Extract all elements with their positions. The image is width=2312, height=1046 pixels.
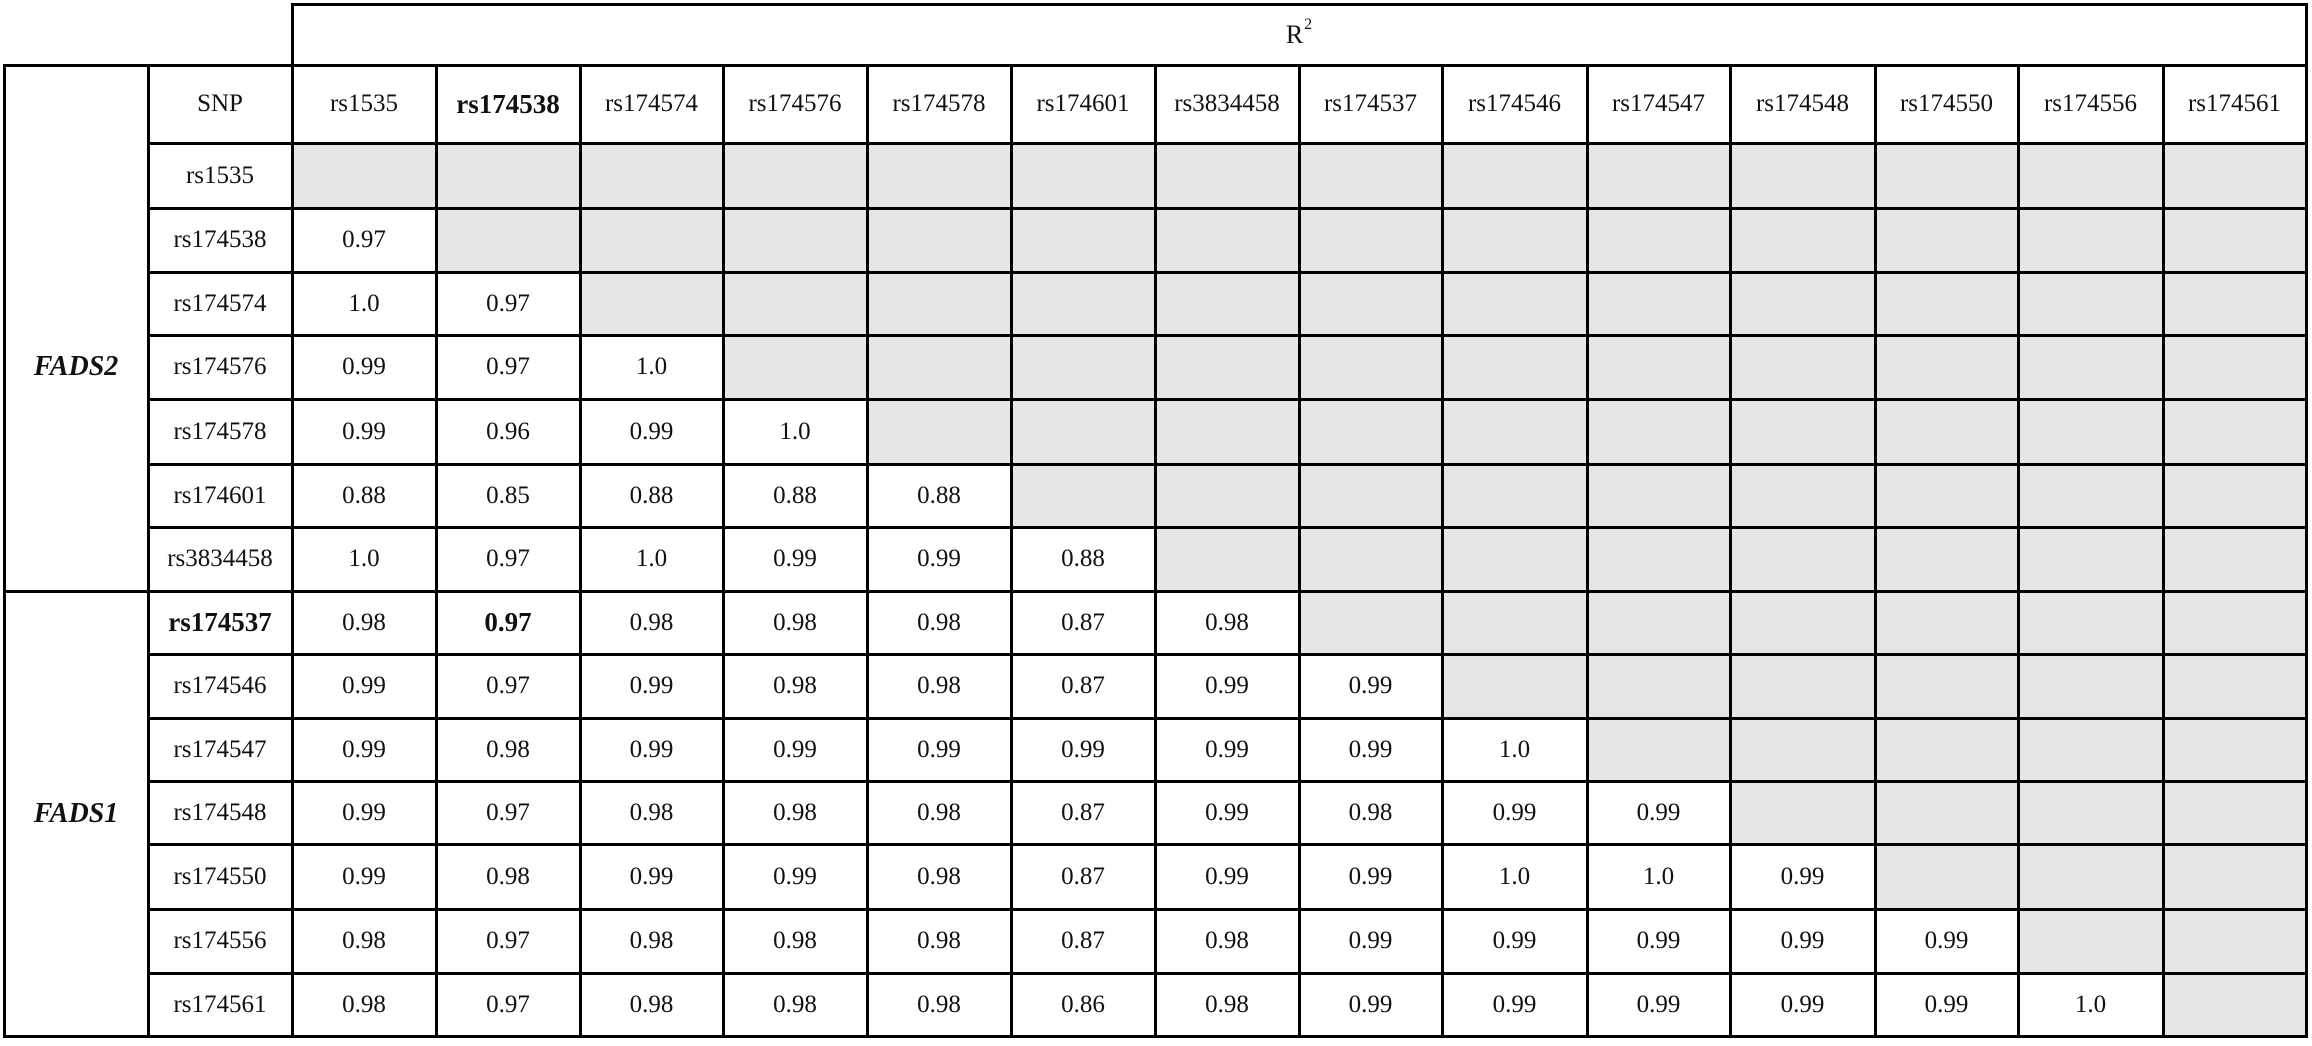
empty-cell bbox=[1730, 718, 1875, 781]
empty-cell bbox=[580, 208, 723, 272]
row-label-rs174548: rs174548 bbox=[173, 798, 267, 826]
row-label-rs1535: rs1535 bbox=[185, 161, 255, 189]
empty-cell bbox=[1442, 654, 1587, 718]
empty-cell bbox=[1011, 208, 1155, 272]
r2-value-cell: 0.98 bbox=[917, 798, 961, 826]
r2-value-cell: 0.99 bbox=[629, 672, 674, 699]
grid-line bbox=[722, 64, 725, 1038]
empty-cell bbox=[1299, 527, 1442, 591]
r2-value-cell: 0.99 bbox=[342, 353, 386, 380]
r2-value-cell: 0.98 bbox=[342, 990, 386, 1018]
r2-value-cell: 0.97 bbox=[486, 927, 530, 954]
empty-cell bbox=[2018, 143, 2163, 208]
empty-cell bbox=[580, 143, 723, 208]
r2-value-cell: 0.99 bbox=[1492, 990, 1537, 1018]
r2-value-cell: 0.99 bbox=[629, 417, 674, 445]
empty-cell bbox=[1299, 335, 1442, 399]
grid-line bbox=[1586, 64, 1589, 1038]
empty-cell bbox=[2163, 844, 2306, 909]
r2-value-cell: 0.99 bbox=[1061, 735, 1105, 763]
empty-cell bbox=[1587, 143, 1730, 208]
grid-line bbox=[147, 334, 2308, 337]
r2-value-cell: 0.97 bbox=[484, 607, 532, 637]
r2-value-cell: 0.98 bbox=[773, 672, 817, 699]
column-header-rs174537: rs174537 bbox=[1323, 90, 1418, 117]
empty-cell bbox=[1442, 591, 1587, 654]
empty-cell bbox=[2018, 208, 2163, 272]
r2-value-cell: 0.99 bbox=[1205, 672, 1249, 699]
empty-cell bbox=[1875, 335, 2018, 399]
r2-value-cell: 0.98 bbox=[1348, 798, 1393, 826]
outer-left-border bbox=[3, 64, 6, 1038]
r2-value-cell: 0.98 bbox=[629, 608, 674, 636]
grid-line bbox=[1441, 64, 1444, 1038]
empty-cell bbox=[1442, 399, 1587, 464]
r2-value-cell: 0.99 bbox=[773, 545, 817, 572]
r2-value-cell: 0.98 bbox=[1205, 927, 1249, 954]
column-header-rs1535: rs1535 bbox=[329, 90, 399, 117]
r2-value-cell: 0.98 bbox=[917, 608, 961, 636]
empty-cell bbox=[723, 335, 867, 399]
row-label-rs3834458: rs3834458 bbox=[167, 545, 273, 572]
r2-value-cell: 0.99 bbox=[629, 862, 674, 890]
empty-cell bbox=[1730, 399, 1875, 464]
r2-value-cell: 0.99 bbox=[1348, 735, 1393, 763]
empty-cell bbox=[2163, 208, 2306, 272]
grid-line bbox=[147, 142, 2308, 145]
empty-cell bbox=[1011, 399, 1155, 464]
r2-value-cell: 0.98 bbox=[773, 608, 817, 636]
r2-value-cell: 0.88 bbox=[629, 481, 674, 509]
grid-line bbox=[147, 653, 2308, 656]
r2-value-cell: 0.98 bbox=[629, 927, 674, 954]
row-label-rs174561: rs174561 bbox=[173, 990, 267, 1018]
row-label-rs174538: rs174538 bbox=[173, 226, 267, 253]
empty-cell bbox=[2018, 527, 2163, 591]
r2-value-cell: 0.99 bbox=[1636, 927, 1681, 954]
r2-value-cell: 0.87 bbox=[1061, 927, 1105, 954]
empty-cell bbox=[1875, 208, 2018, 272]
empty-cell bbox=[1730, 781, 1875, 844]
empty-cell bbox=[2163, 591, 2306, 654]
grid-line bbox=[147, 780, 2308, 783]
r2-value-cell: 0.87 bbox=[1061, 862, 1105, 890]
r2-value-cell: 0.97 bbox=[486, 353, 530, 380]
column-header-rs174578: rs174578 bbox=[892, 90, 986, 117]
r2-value-cell: 0.99 bbox=[1205, 735, 1249, 763]
empty-cell bbox=[580, 272, 723, 335]
r2-value-cell: 0.99 bbox=[1492, 798, 1537, 826]
empty-cell bbox=[723, 208, 867, 272]
column-header-rs174546: rs174546 bbox=[1467, 90, 1562, 117]
empty-cell bbox=[1875, 718, 2018, 781]
grid-line bbox=[147, 908, 2308, 911]
empty-cell bbox=[1155, 464, 1299, 527]
empty-cell bbox=[1587, 718, 1730, 781]
r2-value-cell: 1.0 bbox=[1498, 735, 1531, 763]
r2-value-cell: 0.98 bbox=[342, 927, 386, 954]
empty-cell bbox=[2163, 973, 2306, 1036]
r2-value-cell: 0.98 bbox=[773, 927, 817, 954]
empty-cell bbox=[1442, 143, 1587, 208]
r2-value-cell: 0.99 bbox=[1780, 990, 1825, 1018]
grid-line bbox=[147, 972, 2308, 975]
r2-value-cell: 0.99 bbox=[1348, 927, 1393, 954]
grid-line bbox=[147, 843, 2308, 846]
empty-cell bbox=[2163, 143, 2306, 208]
r2-value-cell: 0.98 bbox=[917, 990, 961, 1018]
r2-value-cell: 0.99 bbox=[773, 862, 817, 890]
empty-cell bbox=[1730, 527, 1875, 591]
empty-cell bbox=[1587, 464, 1730, 527]
r2-value-cell: 0.98 bbox=[629, 798, 674, 826]
column-header-rs174556: rs174556 bbox=[2043, 90, 2138, 117]
header-top-border bbox=[291, 3, 2308, 6]
r2-value-cell: 0.98 bbox=[629, 990, 674, 1018]
empty-cell bbox=[723, 272, 867, 335]
grid-line bbox=[2162, 64, 2165, 1038]
r2-value-cell: 0.98 bbox=[917, 672, 961, 699]
gene-label-fads2: FADS2 bbox=[33, 351, 119, 382]
r2-value-cell: 0.99 bbox=[773, 735, 817, 763]
empty-cell bbox=[2163, 654, 2306, 718]
column-header-rs174538: rs174538 bbox=[456, 88, 560, 119]
empty-cell bbox=[1875, 143, 2018, 208]
empty-cell bbox=[867, 399, 1011, 464]
r2-value-cell: 0.87 bbox=[1061, 798, 1105, 826]
r2-value-cell: 0.98 bbox=[917, 927, 961, 954]
row-label-rs174576: rs174576 bbox=[173, 353, 267, 380]
r2-value-cell: 0.99 bbox=[629, 735, 674, 763]
empty-cell bbox=[1299, 143, 1442, 208]
empty-cell bbox=[1587, 654, 1730, 718]
r2-value-cell: 1.0 bbox=[348, 545, 380, 572]
r2-value-cell: 0.99 bbox=[342, 672, 386, 699]
empty-cell bbox=[867, 143, 1011, 208]
r2-value-cell: 1.0 bbox=[635, 545, 668, 572]
empty-cell bbox=[1011, 143, 1155, 208]
empty-cell bbox=[1875, 527, 2018, 591]
empty-cell bbox=[2018, 654, 2163, 718]
r2-value-cell: 0.97 bbox=[486, 990, 530, 1018]
empty-cell bbox=[1587, 591, 1730, 654]
r2-value-cell: 0.99 bbox=[1348, 990, 1393, 1018]
empty-cell bbox=[2163, 781, 2306, 844]
r2-value-cell: 0.97 bbox=[486, 798, 530, 826]
empty-cell bbox=[1875, 272, 2018, 335]
empty-cell bbox=[1875, 781, 2018, 844]
empty-cell bbox=[1875, 591, 2018, 654]
empty-cell bbox=[867, 272, 1011, 335]
r2-value-cell: 0.99 bbox=[1780, 862, 1825, 890]
empty-cell bbox=[867, 335, 1011, 399]
empty-cell bbox=[2018, 718, 2163, 781]
r2-value-cell: 0.99 bbox=[1205, 862, 1249, 890]
empty-cell bbox=[1730, 272, 1875, 335]
empty-cell bbox=[2018, 272, 2163, 335]
empty-cell bbox=[1155, 527, 1299, 591]
empty-cell bbox=[1299, 591, 1442, 654]
grid-line bbox=[435, 64, 438, 1038]
grid-line bbox=[147, 64, 150, 1038]
row-label-rs174578: rs174578 bbox=[173, 417, 267, 445]
column-header-rs174601: rs174601 bbox=[1036, 90, 1130, 117]
empty-cell bbox=[1155, 399, 1299, 464]
r2-value-cell: 0.98 bbox=[486, 735, 530, 763]
empty-cell bbox=[1587, 208, 1730, 272]
grid-line bbox=[579, 64, 582, 1038]
r2-value-cell: 0.88 bbox=[342, 481, 386, 509]
empty-cell bbox=[2163, 527, 2306, 591]
empty-cell bbox=[1011, 272, 1155, 335]
r2-value-cell: 1.0 bbox=[779, 417, 811, 445]
empty-cell bbox=[1442, 208, 1587, 272]
r2-value-cell: 0.97 bbox=[486, 289, 530, 317]
grid-line bbox=[147, 398, 2308, 401]
r2-value-cell: 0.96 bbox=[486, 417, 530, 445]
empty-cell bbox=[1442, 272, 1587, 335]
empty-cell bbox=[1587, 399, 1730, 464]
r2-value-cell: 1.0 bbox=[635, 353, 668, 380]
r2-value-cell: 1.0 bbox=[2074, 990, 2107, 1018]
r2-value-cell: 0.99 bbox=[1348, 862, 1393, 890]
empty-cell bbox=[2018, 844, 2163, 909]
r2-value-cell: 0.98 bbox=[773, 990, 817, 1018]
empty-cell bbox=[1730, 143, 1875, 208]
r2-value-cell: 0.97 bbox=[342, 226, 386, 253]
r2-value-cell: 0.99 bbox=[1636, 990, 1681, 1018]
row-label-rs174537: rs174537 bbox=[168, 607, 272, 637]
empty-cell bbox=[723, 143, 867, 208]
empty-cell bbox=[1155, 272, 1299, 335]
grid-line bbox=[1729, 64, 1732, 1038]
empty-cell bbox=[1875, 464, 2018, 527]
row-label-rs174547: rs174547 bbox=[173, 735, 267, 763]
r2-value-cell: 0.98 bbox=[917, 862, 961, 890]
row-label-rs174556: rs174556 bbox=[173, 927, 267, 954]
empty-cell bbox=[1442, 527, 1587, 591]
empty-cell bbox=[867, 208, 1011, 272]
outer-right-border bbox=[2305, 3, 2308, 1038]
r2-value-cell: 0.88 bbox=[773, 481, 817, 509]
empty-cell bbox=[1587, 335, 1730, 399]
gene-label-fads1: FADS1 bbox=[33, 797, 119, 829]
empty-cell bbox=[1875, 399, 2018, 464]
empty-cell bbox=[2018, 781, 2163, 844]
r2-value-cell: 0.85 bbox=[486, 481, 530, 509]
r2-value-cell: 0.99 bbox=[1205, 798, 1249, 826]
empty-cell bbox=[1442, 464, 1587, 527]
r2-value-cell: 0.87 bbox=[1061, 608, 1105, 636]
empty-cell bbox=[1730, 591, 1875, 654]
column-header-rs174561: rs174561 bbox=[2187, 90, 2282, 117]
empty-cell bbox=[2163, 718, 2306, 781]
grid-line bbox=[147, 463, 2308, 466]
r2-header-superscript: 2 bbox=[1304, 15, 1313, 33]
row-label-rs174601: rs174601 bbox=[173, 481, 267, 509]
empty-cell bbox=[1587, 272, 1730, 335]
empty-cell bbox=[2018, 591, 2163, 654]
empty-cell bbox=[1442, 335, 1587, 399]
column-header-rs174548: rs174548 bbox=[1755, 90, 1850, 117]
r2-header bbox=[292, 4, 2306, 65]
grid-line bbox=[147, 207, 2308, 210]
grid-line bbox=[1154, 64, 1157, 1038]
r2-value-cell: 0.87 bbox=[1061, 672, 1105, 699]
grid-line bbox=[147, 717, 2308, 720]
r2-value-cell: 0.99 bbox=[342, 735, 386, 763]
column-header-rs174576: rs174576 bbox=[748, 90, 842, 117]
row-label-rs174574: rs174574 bbox=[173, 289, 267, 317]
grid-line bbox=[147, 271, 2308, 274]
r2-value-cell: 0.98 bbox=[342, 608, 386, 636]
empty-cell bbox=[2018, 335, 2163, 399]
r2-value-cell: 0.99 bbox=[342, 862, 386, 890]
r2-value-cell: 0.97 bbox=[486, 545, 530, 572]
r2-value-cell: 0.98 bbox=[773, 798, 817, 826]
grid-line bbox=[291, 3, 294, 1038]
empty-cell bbox=[1299, 272, 1442, 335]
empty-cell bbox=[292, 143, 436, 208]
r2-value-cell: 0.99 bbox=[342, 798, 386, 826]
empty-cell bbox=[2163, 272, 2306, 335]
empty-cell bbox=[1155, 143, 1299, 208]
row-label-rs174550: rs174550 bbox=[173, 862, 267, 890]
r2-value-cell: 0.99 bbox=[342, 417, 386, 445]
r2-value-cell: 0.99 bbox=[1924, 927, 1969, 954]
r2-value-cell: 1.0 bbox=[1498, 862, 1531, 890]
empty-cell bbox=[436, 208, 580, 272]
r2-value-cell: 0.98 bbox=[1205, 608, 1249, 636]
grid-line bbox=[866, 64, 869, 1038]
empty-cell bbox=[1299, 399, 1442, 464]
r2-value-cell: 0.99 bbox=[1636, 798, 1681, 826]
empty-cell bbox=[1299, 464, 1442, 527]
r2-value-cell: 0.99 bbox=[917, 735, 961, 763]
empty-cell bbox=[1011, 335, 1155, 399]
r2-value-cell: 0.98 bbox=[1205, 990, 1249, 1018]
empty-cell bbox=[1875, 844, 2018, 909]
r2-value-cell: 0.99 bbox=[1780, 927, 1825, 954]
empty-cell bbox=[1730, 335, 1875, 399]
r2-value-cell: 0.99 bbox=[1492, 927, 1537, 954]
empty-cell bbox=[2163, 399, 2306, 464]
r2-value-cell: 1.0 bbox=[348, 289, 380, 317]
grid-line bbox=[1010, 64, 1013, 1038]
empty-cell bbox=[2163, 335, 2306, 399]
empty-cell bbox=[436, 143, 580, 208]
empty-cell bbox=[1587, 527, 1730, 591]
empty-cell bbox=[2163, 909, 2306, 973]
empty-cell bbox=[1875, 654, 2018, 718]
empty-cell bbox=[2163, 464, 2306, 527]
column-header-rs174547: rs174547 bbox=[1611, 90, 1706, 117]
grid-line bbox=[147, 526, 2308, 529]
r2-header-base: R bbox=[1285, 19, 1304, 49]
r2-value-cell: 0.88 bbox=[917, 481, 961, 509]
r2-value-cell: 0.99 bbox=[1348, 672, 1393, 699]
column-header-rs174550: rs174550 bbox=[1899, 90, 1994, 117]
r2-value-cell: 0.99 bbox=[917, 545, 961, 572]
r2-value-cell: 0.86 bbox=[1061, 990, 1105, 1018]
empty-cell bbox=[1730, 208, 1875, 272]
r2-value-cell: 1.0 bbox=[1642, 862, 1675, 890]
column-header-rs3834458: rs3834458 bbox=[1174, 90, 1280, 117]
empty-cell bbox=[1730, 654, 1875, 718]
r2-value-cell: 0.99 bbox=[1924, 990, 1969, 1018]
empty-cell bbox=[1155, 208, 1299, 272]
empty-cell bbox=[1299, 208, 1442, 272]
r2-value-cell: 0.98 bbox=[486, 862, 530, 890]
grid-line bbox=[1298, 64, 1301, 1038]
r2-value-cell: 0.97 bbox=[486, 672, 530, 699]
empty-cell bbox=[2018, 464, 2163, 527]
grid-line bbox=[2017, 64, 2020, 1038]
r2-value-cell: 0.88 bbox=[1061, 545, 1105, 572]
empty-cell bbox=[2018, 909, 2163, 973]
empty-cell bbox=[1730, 464, 1875, 527]
grid-line bbox=[1874, 64, 1877, 1038]
empty-cell bbox=[1011, 464, 1155, 527]
empty-cell bbox=[1155, 335, 1299, 399]
column-header-rs174574: rs174574 bbox=[604, 90, 699, 117]
snp-column-header: SNP bbox=[197, 90, 243, 117]
empty-cell bbox=[2018, 399, 2163, 464]
row-label-rs174546: rs174546 bbox=[173, 672, 267, 699]
